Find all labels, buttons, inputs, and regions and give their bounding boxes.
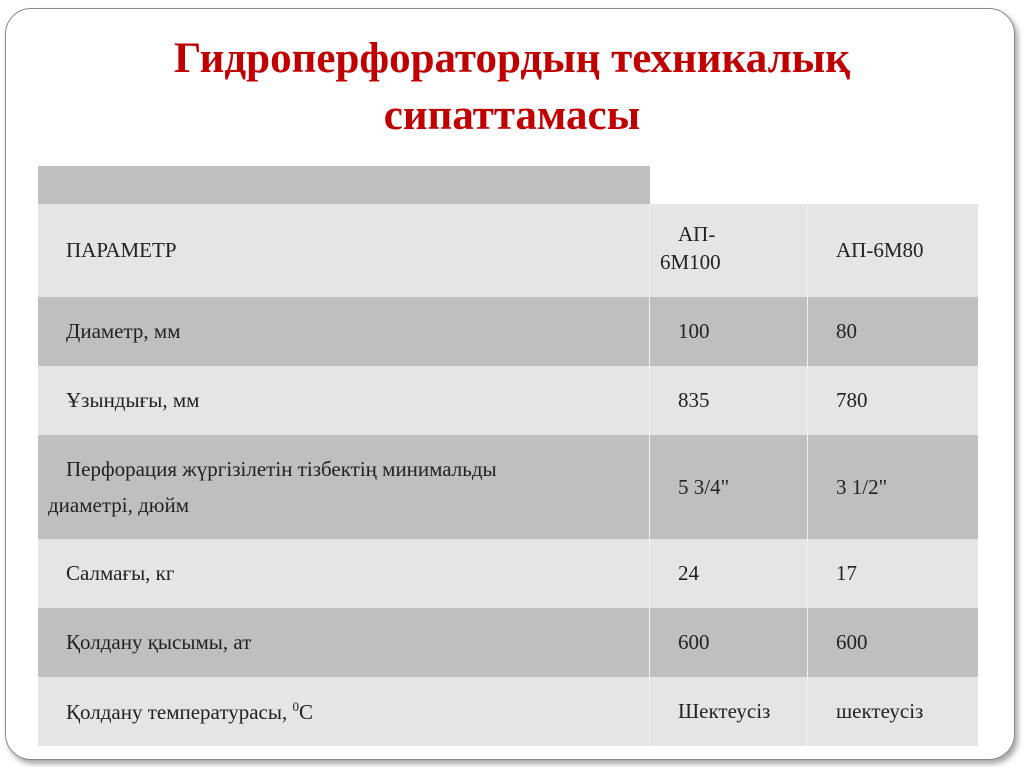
row-value-ap100: 835	[678, 388, 710, 412]
row-value-ap80: 600	[836, 630, 868, 654]
row-param-line2: диаметрі, дюйм	[48, 493, 190, 517]
table-row	[38, 297, 978, 366]
row-param-prefix: Қолдану температурасы,	[66, 699, 293, 724]
table-header-row	[38, 204, 978, 297]
row-param: Ұзындығы, мм	[66, 388, 200, 412]
table-top-band	[38, 166, 650, 204]
row-value-ap80: 3 1/2"	[836, 474, 888, 499]
row-value-ap100: 600	[678, 630, 710, 654]
table-row	[38, 677, 978, 746]
row-param: Салмағы, кг	[66, 561, 175, 585]
header-param-label: ПАРАМЕТР	[66, 238, 177, 262]
table-row	[38, 435, 978, 539]
row-value-ap80: 80	[836, 319, 857, 343]
header-param-cell	[38, 204, 650, 297]
row-param-line1: Перфорация жүргізілетін тізбектің минимальды	[66, 457, 497, 481]
row-value-ap100: 100	[678, 319, 710, 343]
row-value-ap80: 780	[836, 388, 868, 412]
table-row	[38, 608, 978, 677]
row-param-superscript: 0	[292, 698, 299, 714]
row-value-ap80: шектеусіз	[836, 699, 924, 723]
row-value-ap100: 5 3/4"	[678, 474, 730, 499]
row-param-suffix: С	[298, 699, 313, 724]
slide-title	[40, 30, 984, 144]
row-value-ap80: 17	[836, 561, 857, 585]
table-row	[38, 539, 978, 608]
header-col1-line1: АП-	[678, 222, 716, 246]
table-row	[38, 366, 978, 435]
header-col2-cell	[808, 204, 978, 297]
row-param: Диаметр, мм	[66, 319, 181, 343]
header-col1-cell	[650, 204, 808, 297]
row-param: Қолдану қысымы, ат	[66, 630, 252, 654]
header-col1-line2: 6М100	[660, 250, 721, 274]
title-line-2: сипаттамасы	[383, 92, 641, 139]
row-value-ap100: 24	[678, 561, 699, 585]
row-value-ap100: Шектеусіз	[678, 699, 771, 723]
title-line-1: Гидроперфоратордың техникалық	[173, 35, 851, 82]
row-param	[66, 699, 313, 725]
header-col2-label: АП-6М80	[836, 238, 924, 262]
